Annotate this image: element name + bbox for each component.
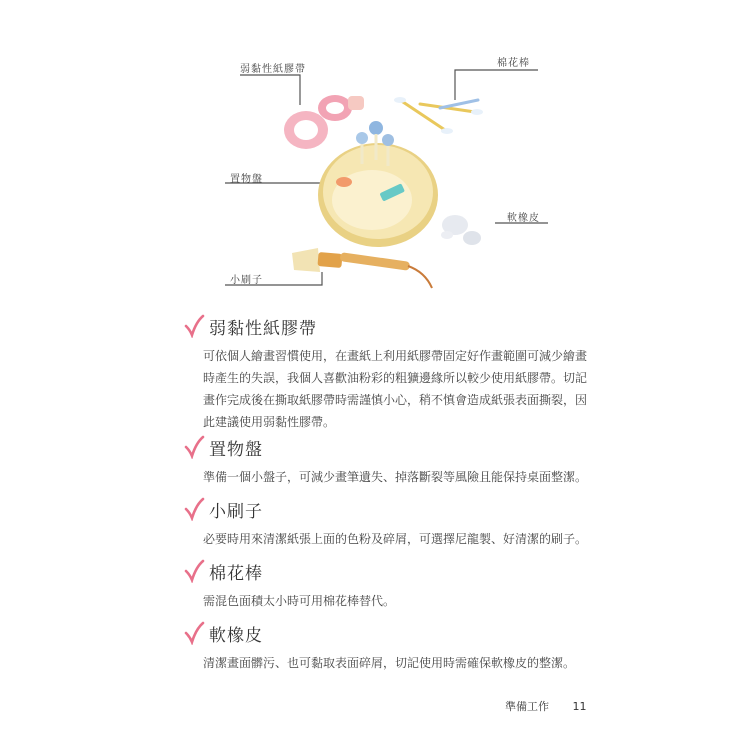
brush-label: 小刷子 xyxy=(230,275,263,286)
check-icon xyxy=(183,314,205,338)
section-tape xyxy=(183,313,588,433)
section-title: 置物盤 xyxy=(209,439,263,460)
section-eraser xyxy=(183,620,583,674)
cotton-swab-label: 棉花棒 xyxy=(497,58,530,69)
section-title: 弱黏性紙膠帶 xyxy=(209,318,317,339)
section-title: 軟橡皮 xyxy=(209,625,263,646)
tray-label: 置物盤 xyxy=(230,174,263,185)
section-body: 必要時用來清潔紙張上面的色粉及碎屑，可選擇尼龍製、好清潔的刷子。 xyxy=(203,532,588,546)
section-body: 需混色面積太小時可用棉花棒替代。 xyxy=(203,594,396,608)
section-body: 清潔畫面髒污、也可黏取表面碎屑，切記使用時需確保軟橡皮的整潔。 xyxy=(203,656,576,670)
cotton-swab-icon xyxy=(394,97,483,134)
check-icon xyxy=(183,435,205,459)
brush-icon xyxy=(292,248,432,288)
tape-roll-icon xyxy=(284,95,364,149)
section-body: 可依個人繪畫習慣使用，在畫紙上利用紙膠帶固定好作畫範圍可減少繪畫時產生的失誤，我個人喜歡油粉彩的粗獷邊緣所以較少使用紙膠帶。切記畫作完成後在撕取紙膠帶時需謹慎小心，稍不慎會造成紙張表面撕裂，因此建議使用弱黏性膠帶。 xyxy=(203,349,588,429)
cotton-swab-leader-line xyxy=(455,70,538,100)
eraser-label: 軟橡皮 xyxy=(507,213,540,224)
tape-leader-line xyxy=(240,75,300,105)
page-footer xyxy=(505,698,587,714)
section-body: 準備一個小盤子，可減少畫筆遺失、掉落斷裂等風險且能保持桌面整潔。 xyxy=(203,470,588,484)
tools-illustration xyxy=(0,0,750,310)
check-icon xyxy=(183,621,205,645)
chapter-title: 準備工作 xyxy=(505,700,549,713)
tray-icon xyxy=(318,121,438,247)
eraser-icon xyxy=(441,215,481,245)
section-title: 棉花棒 xyxy=(209,563,263,584)
tape-label: 弱黏性紙膠帶 xyxy=(240,64,306,75)
section-brush xyxy=(183,496,588,550)
section-title: 小刷子 xyxy=(209,501,263,522)
section-tray xyxy=(183,434,588,488)
section-cotton-swab xyxy=(183,558,583,612)
page-number: 11 xyxy=(572,700,587,713)
check-icon xyxy=(183,559,205,583)
check-icon xyxy=(183,497,205,521)
